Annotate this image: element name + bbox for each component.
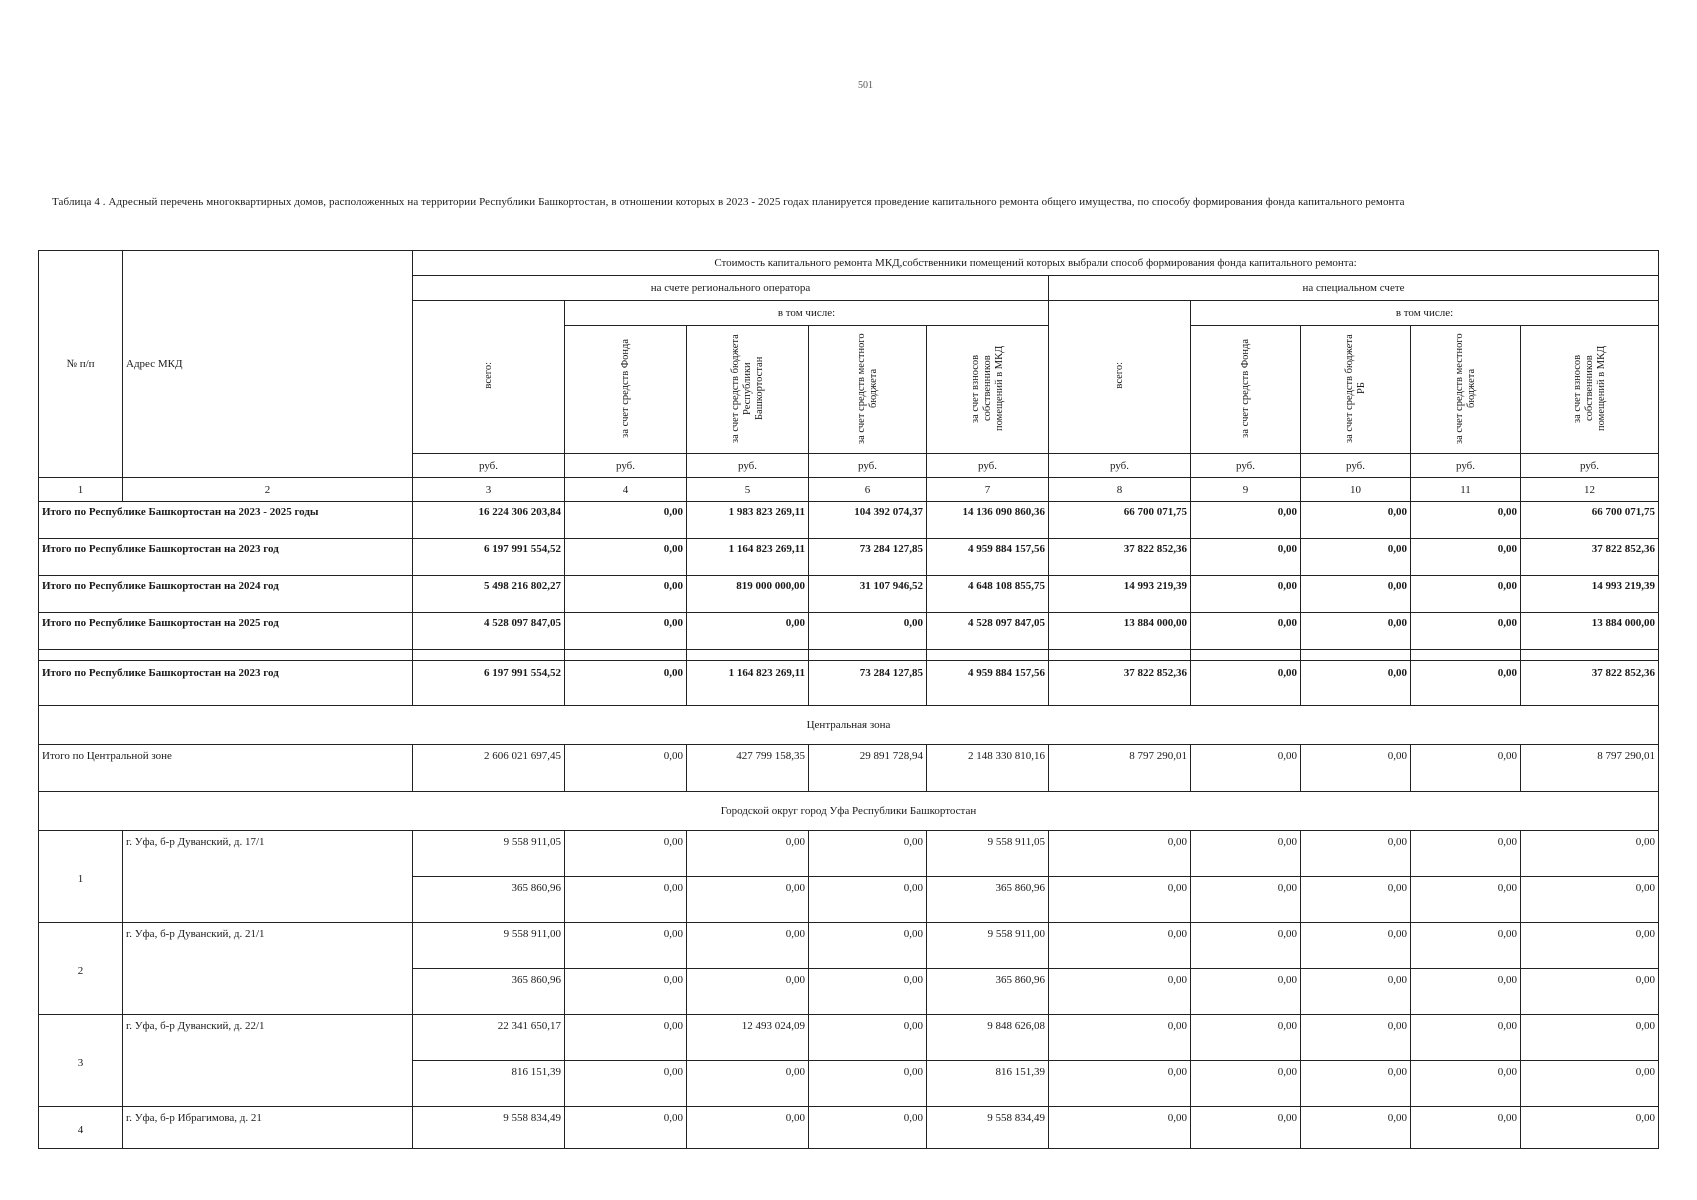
- header-reg-owners-cell: [927, 326, 1049, 454]
- zone-row: [39, 706, 1659, 745]
- value-cell: 37 822 852,36: [1049, 661, 1191, 706]
- value-cell: 0,00: [1301, 576, 1411, 613]
- value-cell: 1 164 823 269,11: [687, 661, 809, 706]
- items-section: [39, 831, 1659, 1149]
- value-cell: 9 558 911,05: [927, 831, 1049, 877]
- value-cell: 0,00: [1301, 1061, 1411, 1107]
- col-number: 6: [809, 478, 927, 502]
- table-caption: Таблица 4 . Адресный перечень многоквартирных домов, расположенных на территории Республики Башкортостан, в отношении которых в 2023 - 2025 годах планируется проведение капитального ремонта общего имущества, по способу формирования фонда капитального ремонта: [52, 196, 1405, 208]
- empty-cell: [1521, 650, 1659, 661]
- header-spec-owners: за счет взносов собственников помещений в МКД: [1571, 345, 1607, 431]
- header-spec-owners-cell: [1521, 326, 1659, 454]
- unit-cell: руб.: [1049, 454, 1191, 478]
- header-reg-local-cell: [809, 326, 927, 454]
- value-cell: 0,00: [1521, 1107, 1659, 1149]
- unit-cell: руб.: [927, 454, 1049, 478]
- value-cell: 0,00: [687, 1107, 809, 1149]
- row-number: 1: [39, 831, 123, 923]
- value-cell: 0,00: [809, 831, 927, 877]
- col-number: 10: [1301, 478, 1411, 502]
- unit-cell: руб.: [1301, 454, 1411, 478]
- column-numbers-row: [39, 478, 1659, 502]
- header-reg-total: всего:: [482, 362, 494, 389]
- value-cell: 9 558 834,49: [927, 1107, 1049, 1149]
- value-cell: 0,00: [1521, 969, 1659, 1015]
- table-row: [39, 1015, 1659, 1061]
- value-cell: 0,00: [565, 1015, 687, 1061]
- value-cell: 0,00: [1191, 831, 1301, 877]
- value-cell: 6 197 991 554,52: [413, 539, 565, 576]
- value-cell: 0,00: [1411, 502, 1521, 539]
- value-cell: 0,00: [565, 923, 687, 969]
- value-cell: 0,00: [1301, 1107, 1411, 1149]
- header-num: № п/п: [39, 251, 123, 478]
- district-title: Городской округ город Уфа Республики Башкортостан: [39, 792, 1659, 831]
- value-cell: 0,00: [565, 613, 687, 650]
- unit-cell: руб.: [809, 454, 927, 478]
- value-cell: 365 860,96: [413, 969, 565, 1015]
- row-address: г. Уфа, б-р Дуванский, д. 21/1: [123, 923, 413, 1015]
- value-cell: 0,00: [1191, 576, 1301, 613]
- value-cell: 0,00: [1521, 1015, 1659, 1061]
- value-cell: 0,00: [565, 877, 687, 923]
- value-cell: 37 822 852,36: [1049, 539, 1191, 576]
- value-cell: 4 528 097 847,05: [413, 613, 565, 650]
- value-cell: 0,00: [1301, 661, 1411, 706]
- value-cell: 816 151,39: [413, 1061, 565, 1107]
- value-cell: 9 558 834,49: [413, 1107, 565, 1149]
- value-cell: 0,00: [1049, 831, 1191, 877]
- header-reg-owners: за счет взносов собственников помещений в МКД: [969, 345, 1005, 431]
- header-special: на специальном счете: [1049, 276, 1659, 301]
- value-cell: 0,00: [1049, 1061, 1191, 1107]
- value-cell: 4 959 884 157,56: [927, 539, 1049, 576]
- value-cell: 0,00: [809, 1107, 927, 1149]
- empty-cell: [1049, 650, 1191, 661]
- header-spec-including: в том числе:: [1191, 301, 1659, 326]
- value-cell: 4 648 108 855,75: [927, 576, 1049, 613]
- total-label: Итого по Республике Башкортостан на 2024 год: [39, 576, 413, 613]
- header-reg-budget-rb: за счет средств бюджета Республики Башкортостан: [729, 333, 765, 443]
- value-cell: 2 148 330 810,16: [927, 745, 1049, 792]
- value-cell: 0,00: [1521, 1061, 1659, 1107]
- col-number: 11: [1411, 478, 1521, 502]
- value-cell: 6 197 991 554,52: [413, 661, 565, 706]
- header-spec-local-cell: [1411, 326, 1521, 454]
- empty-cell: [1301, 650, 1411, 661]
- table-row: [39, 923, 1659, 969]
- value-cell: 13 884 000,00: [1521, 613, 1659, 650]
- value-cell: 0,00: [1191, 1061, 1301, 1107]
- total-label: Итого по Республике Башкортостан на 2023 - 2025 годы: [39, 502, 413, 539]
- value-cell: 0,00: [1411, 923, 1521, 969]
- value-cell: 1 164 823 269,11: [687, 539, 809, 576]
- value-cell: 365 860,96: [927, 877, 1049, 923]
- empty-cell: [1191, 650, 1301, 661]
- value-cell: 0,00: [565, 576, 687, 613]
- header-reg-including: в том числе:: [565, 301, 1049, 326]
- value-cell: 0,00: [1049, 877, 1191, 923]
- value-cell: 0,00: [1411, 539, 1521, 576]
- value-cell: 0,00: [809, 1061, 927, 1107]
- value-cell: 0,00: [565, 831, 687, 877]
- value-cell: 0,00: [1411, 576, 1521, 613]
- value-cell: 73 284 127,85: [809, 539, 927, 576]
- header-spec-budget-cell: [1301, 326, 1411, 454]
- value-cell: 0,00: [809, 969, 927, 1015]
- value-cell: 0,00: [565, 969, 687, 1015]
- total-row: [39, 613, 1659, 650]
- value-cell: 0,00: [1301, 1015, 1411, 1061]
- value-cell: 0,00: [809, 613, 927, 650]
- value-cell: 9 848 626,08: [927, 1015, 1049, 1061]
- header-spec-total-cell: [1049, 301, 1191, 454]
- value-cell: 104 392 074,37: [809, 502, 927, 539]
- value-cell: 0,00: [1411, 1015, 1521, 1061]
- value-cell: 0,00: [687, 1061, 809, 1107]
- value-cell: 0,00: [1049, 1107, 1191, 1149]
- value-cell: 0,00: [1301, 539, 1411, 576]
- value-cell: 0,00: [1191, 923, 1301, 969]
- value-cell: 0,00: [1301, 745, 1411, 792]
- totals-section: [39, 502, 1659, 706]
- header-spec-fund-cell: [1191, 326, 1301, 454]
- total-row: [39, 502, 1659, 539]
- value-cell: 0,00: [809, 923, 927, 969]
- value-cell: 0,00: [565, 661, 687, 706]
- capital-repair-table: [38, 250, 1659, 1149]
- unit-cell: руб.: [687, 454, 809, 478]
- row-address: г. Уфа, б-р Дуванский, д. 17/1: [123, 831, 413, 923]
- value-cell: 4 959 884 157,56: [927, 661, 1049, 706]
- value-cell: 0,00: [1301, 831, 1411, 877]
- value-cell: 0,00: [1301, 613, 1411, 650]
- value-cell: 0,00: [1301, 877, 1411, 923]
- unit-cell: руб.: [1191, 454, 1301, 478]
- value-cell: 9 558 911,05: [413, 831, 565, 877]
- header-reg-budget-cell: [687, 326, 809, 454]
- value-cell: 9 558 911,00: [927, 923, 1049, 969]
- row-number: 4: [39, 1107, 123, 1149]
- unit-cell: руб.: [1521, 454, 1659, 478]
- col-number: 2: [123, 478, 413, 502]
- value-cell: 0,00: [1521, 831, 1659, 877]
- value-cell: 14 993 219,39: [1521, 576, 1659, 613]
- zone-total-row: [39, 745, 1659, 792]
- unit-cell: руб.: [413, 454, 565, 478]
- empty-cell: [927, 650, 1049, 661]
- total-label: Итого по Республике Башкортостан на 2023 год: [39, 539, 413, 576]
- header-spec-total: всего:: [1113, 362, 1125, 389]
- header-reg-local: за счет средств местного бюджета: [855, 332, 879, 444]
- total-row: [39, 576, 1659, 613]
- value-cell: 0,00: [565, 539, 687, 576]
- header-regional: на счете регионального оператора: [413, 276, 1049, 301]
- value-cell: 0,00: [1411, 831, 1521, 877]
- header-reg-fund-cell: [565, 326, 687, 454]
- value-cell: 22 341 650,17: [413, 1015, 565, 1061]
- value-cell: 0,00: [565, 1107, 687, 1149]
- value-cell: 0,00: [565, 502, 687, 539]
- value-cell: 0,00: [809, 1015, 927, 1061]
- value-cell: 0,00: [1191, 969, 1301, 1015]
- zone-total-label: Итого по Центральной зоне: [39, 745, 413, 792]
- header-address: Адрес МКД: [123, 251, 413, 478]
- value-cell: 12 493 024,09: [687, 1015, 809, 1061]
- row-number: 3: [39, 1015, 123, 1107]
- value-cell: 0,00: [1301, 502, 1411, 539]
- total-label: Итого по Республике Башкортостан на 2025 год: [39, 613, 413, 650]
- value-cell: 0,00: [1411, 1061, 1521, 1107]
- value-cell: 0,00: [565, 745, 687, 792]
- header-reg-total-cell: [413, 301, 565, 454]
- value-cell: 0,00: [1191, 502, 1301, 539]
- value-cell: 14 993 219,39: [1049, 576, 1191, 613]
- value-cell: 0,00: [1301, 969, 1411, 1015]
- value-cell: 31 107 946,52: [809, 576, 927, 613]
- value-cell: 4 528 097 847,05: [927, 613, 1049, 650]
- value-cell: 0,00: [1411, 661, 1521, 706]
- value-cell: 0,00: [1191, 877, 1301, 923]
- col-number: 9: [1191, 478, 1301, 502]
- empty-cell: [687, 650, 809, 661]
- value-cell: 0,00: [687, 613, 809, 650]
- total-2023-row: [39, 661, 1659, 706]
- col-number: 3: [413, 478, 565, 502]
- value-cell: 0,00: [687, 877, 809, 923]
- col-number: 8: [1049, 478, 1191, 502]
- header-spec-fund: за счет средств Фонда: [1239, 338, 1251, 438]
- value-cell: 5 498 216 802,27: [413, 576, 565, 613]
- zone-section: [39, 706, 1659, 831]
- page-number: 501: [858, 80, 873, 91]
- value-cell: 37 822 852,36: [1521, 661, 1659, 706]
- value-cell: 0,00: [687, 969, 809, 1015]
- value-cell: 2 606 021 697,45: [413, 745, 565, 792]
- value-cell: 0,00: [1411, 1107, 1521, 1149]
- value-cell: 0,00: [1191, 1015, 1301, 1061]
- value-cell: 0,00: [1191, 661, 1301, 706]
- empty-cell: [39, 650, 413, 661]
- value-cell: 0,00: [687, 831, 809, 877]
- empty-cell: [565, 650, 687, 661]
- value-cell: 29 891 728,94: [809, 745, 927, 792]
- value-cell: 427 799 158,35: [687, 745, 809, 792]
- empty-cell: [1411, 650, 1521, 661]
- value-cell: 0,00: [1049, 923, 1191, 969]
- unit-cell: руб.: [1411, 454, 1521, 478]
- value-cell: 0,00: [1411, 613, 1521, 650]
- value-cell: 0,00: [1521, 877, 1659, 923]
- col-number: 12: [1521, 478, 1659, 502]
- unit-cell: руб.: [565, 454, 687, 478]
- value-cell: 8 797 290,01: [1049, 745, 1191, 792]
- value-cell: 0,00: [1301, 923, 1411, 969]
- table-row: [39, 1107, 1659, 1149]
- value-cell: 365 860,96: [927, 969, 1049, 1015]
- value-cell: 1 983 823 269,11: [687, 502, 809, 539]
- value-cell: 13 884 000,00: [1049, 613, 1191, 650]
- value-cell: 0,00: [1411, 969, 1521, 1015]
- value-cell: 16 224 306 203,84: [413, 502, 565, 539]
- value-cell: 37 822 852,36: [1521, 539, 1659, 576]
- total-row: [39, 539, 1659, 576]
- value-cell: 819 000 000,00: [687, 576, 809, 613]
- value-cell: 816 151,39: [927, 1061, 1049, 1107]
- col-number: 5: [687, 478, 809, 502]
- value-cell: 14 136 090 860,36: [927, 502, 1049, 539]
- value-cell: 0,00: [1049, 1015, 1191, 1061]
- col-number: 4: [565, 478, 687, 502]
- spacer-row: [39, 650, 1659, 661]
- value-cell: 0,00: [1411, 745, 1521, 792]
- value-cell: 9 558 911,00: [413, 923, 565, 969]
- zone-title: Центральная зона: [39, 706, 1659, 745]
- district-row: [39, 792, 1659, 831]
- value-cell: 66 700 071,75: [1049, 502, 1191, 539]
- header-reg-fund: за счет средств Фонда: [619, 338, 631, 438]
- value-cell: 0,00: [1191, 613, 1301, 650]
- row-number: 2: [39, 923, 123, 1015]
- value-cell: 0,00: [1191, 745, 1301, 792]
- empty-cell: [413, 650, 565, 661]
- value-cell: 0,00: [1191, 1107, 1301, 1149]
- total-label: Итого по Республике Башкортостан на 2023 год: [39, 661, 413, 706]
- col-number: 7: [927, 478, 1049, 502]
- row-address: г. Уфа, б-р Дуванский, д. 22/1: [123, 1015, 413, 1107]
- header-spec-budget-rb: за счет средств бюджета РБ: [1343, 333, 1367, 443]
- value-cell: 0,00: [809, 877, 927, 923]
- value-cell: 8 797 290,01: [1521, 745, 1659, 792]
- value-cell: 0,00: [1411, 877, 1521, 923]
- row-address: г. Уфа, б-р Ибрагимова, д. 21: [123, 1107, 413, 1149]
- empty-cell: [809, 650, 927, 661]
- value-cell: 0,00: [1191, 539, 1301, 576]
- col-number: 1: [39, 478, 123, 502]
- value-cell: 66 700 071,75: [1521, 502, 1659, 539]
- header-spec-local: за счет средств местного бюджета: [1453, 332, 1477, 444]
- value-cell: 0,00: [687, 923, 809, 969]
- value-cell: 0,00: [1521, 923, 1659, 969]
- header-cost-title: Стоимость капитального ремонта МКД,собственники помещений которых выбрали способ формирования фонда капитального ремонта:: [413, 251, 1659, 276]
- table-row: [39, 831, 1659, 877]
- value-cell: 73 284 127,85: [809, 661, 927, 706]
- value-cell: 0,00: [1049, 969, 1191, 1015]
- value-cell: 365 860,96: [413, 877, 565, 923]
- value-cell: 0,00: [565, 1061, 687, 1107]
